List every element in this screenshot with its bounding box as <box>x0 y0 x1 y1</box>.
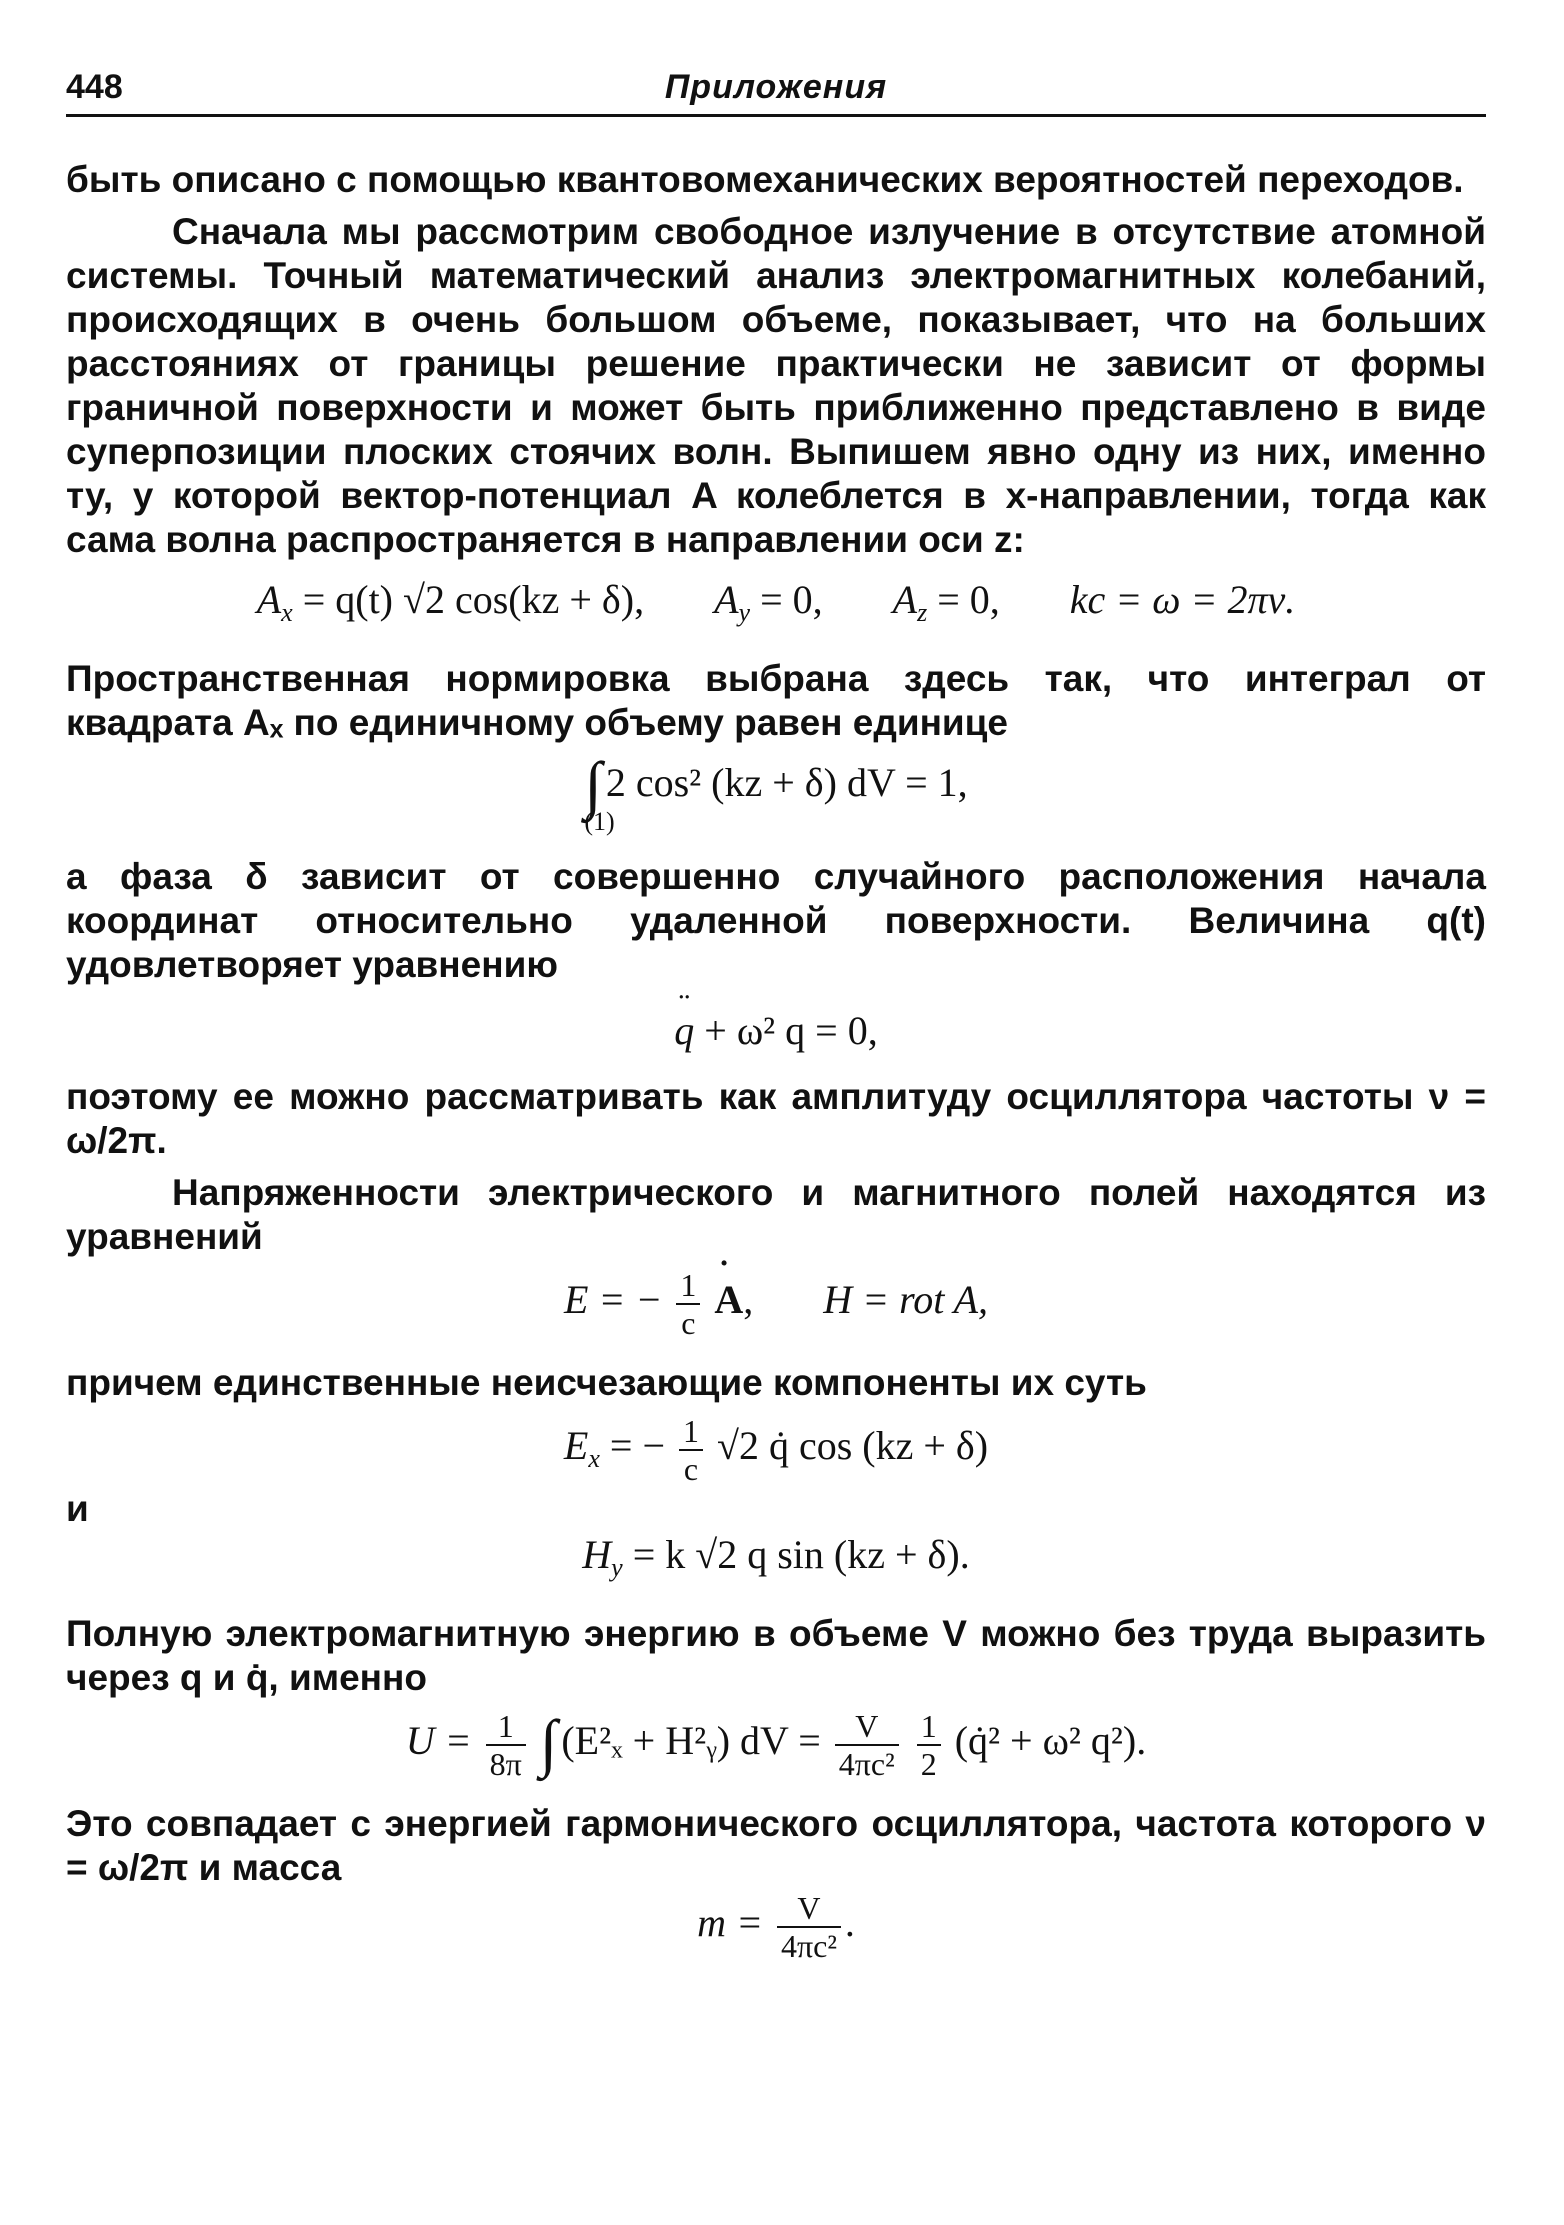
document-page <box>66 0 1486 2225</box>
page-number: 448 <box>66 68 123 106</box>
paragraph-4: а фаза δ зависит от совершенно случайного расположения начала координат относительно удаленной поверхности. Величина q(t) удовлетворяет уравнению <box>66 856 1486 985</box>
equation-fields: E = − $\frac{1}{c}$ ˙ A, H = rot A, <box>66 1267 1486 1341</box>
paragraph-7: причем единственные неисчезающие компоненты их суть <box>66 1362 1147 1403</box>
page-header <box>66 62 1486 112</box>
paragraph-2: Сначала мы рассмотрим свободное излучение в отсутствие атомной системы. Точный математический анализ электромагнитных колебаний, происходящих в очень большом объеме, показывает, что на больших расстояниях от границы решение практически не зависит от формы граничной поверхности и может быть приближенно представлено в виде суперпозиции плоских стоячих волн. Выпишем явно одну из них, именно ту, у которой вектор-потенциал A колеблется в x-направлении, тогда как сама волна распространяется в направлении оси z: <box>66 211 1486 560</box>
equation-oscillator: ¨ q + ω² q = 0, <box>66 1007 1486 1055</box>
equation-plane-wave: $A_x = q(t)$ √2 cos(kz + δ), $A_y = 0$, $A_z = 0$, kc = ω = 2πν. <box>256 577 1296 627</box>
paragraph-1: быть описано с помощью квантовомеханических вероятностей переходов. <box>66 159 1464 200</box>
paragraph-10: Это совпадает с энергией гармонического осциллятора, частота которого ν = ω/2π и масса <box>66 1803 1486 1888</box>
equation-mass: m = $\frac{V}{\text{4πc²}}$ . <box>697 1890 855 1964</box>
paragraph-9: Полную электромагнитную энергию в объеме V можно без труда выразить через q и q̇, именно <box>66 1613 1486 1698</box>
page-body <box>66 158 1486 1964</box>
equation-normalization: ∫ 2 cos² (kz + δ) dV = 1, (1) <box>584 749 968 836</box>
paragraph-8: и <box>66 1488 89 1529</box>
equation-energy: U = $\frac{1}{8\pi}$ ∫ (E²ₓ + H²ᵧ) dV = $\frac{V}{\text{4πc²}}$ $\frac{1}{2}$ (q̇² + ω² q²). <box>405 1707 1147 1782</box>
header-rule <box>66 114 1486 117</box>
equation-hy: $H_y = k$ √2 q sin (kz + δ). <box>582 1532 970 1582</box>
paragraph-3: Пространственная нормировка выбрана здесь так, что интеграл от квадрата Aₓ по единичному объему равен единице <box>66 658 1486 743</box>
running-title: Приложения <box>664 68 888 106</box>
paragraph-6: Напряженности электрического и магнитного полей находятся из уравнений <box>66 1172 1486 1257</box>
equation-ex: $E_x$ = − $\frac{1}{c}$ √2 q̇ cos (kz + δ) <box>563 1413 989 1487</box>
paragraph-5: поэтому ее можно рассматривать как амплитуду осциллятора частоты ν = ω/2π. <box>66 1076 1486 1161</box>
